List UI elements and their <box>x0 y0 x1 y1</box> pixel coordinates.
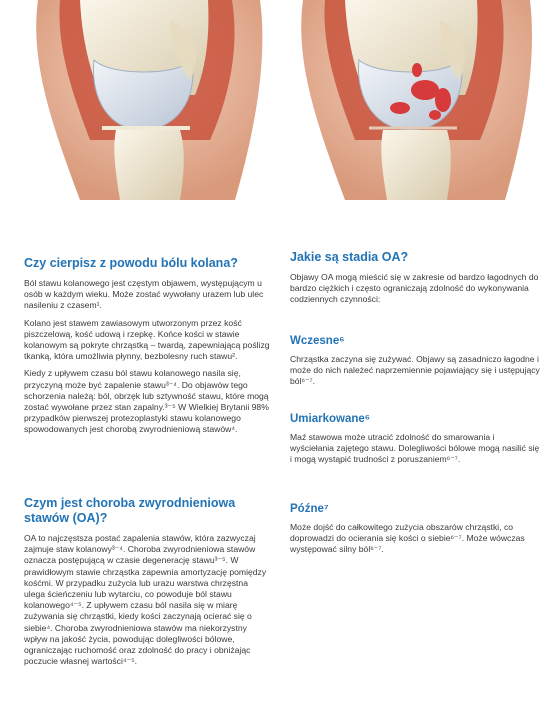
section-what-is-oa <box>24 496 270 673</box>
section-title: Jakie są stadia OA? <box>290 250 409 264</box>
stage-early <box>290 334 540 394</box>
stage-title: Umiarkowane⁶ <box>290 413 371 425</box>
paragraph: OA to najczęstsza postać zapalenia stawów, która zazwyczaj zajmuje staw kolanowy³⁻⁴. Choroba zwyrodnieniowa stawów oznacza postępującą w czasie degenerację stawu³⁻⁵. W prawidłowym stawie chrząstka zapewnia amortyzację pomiędzy kośćmi. W przypadku zużycia lub urazu warstwa chrzęstna ulega ścieńczeniu lub wytarciu, co powoduje ból stawu kolanowego⁴⁻⁵. Z upływem czasu ból nasila się w miarę zużywania się chrząstki, kiedy kości zaczynają ocierać się o siebie⁴. Choroba zwyrodnieniowa stawów ma niekorzystny wpływ na jakość życia, powodując dolegliwości bólowe, ograniczając ruchomość oraz zdolność do pracy i obniżając poczucie własnej wartości⁴⁻⁵. <box>24 533 267 667</box>
stage-text: Chrząstka zaczyna się zużywać. Objawy są zasadniczo łagodne i może do nich należeć naprzemiennie pojawiający się i ustępujący ból⁶⁻⁷. <box>290 354 540 387</box>
stage-moderate <box>290 412 540 472</box>
stage-text: Może dojść do całkowitego zużycia obszarów chrząstki, co doprowadzi do ocierania się kości o siebie⁶⁻⁷. Może wówczas występować silny ból⁶⁻⁷. <box>290 522 525 555</box>
paragraph: Kiedy z upływem czasu ból stawu kolanowego nasila się, przyczyną może być zapalenie stawu³⁻⁴. Do objawów tego schorzenia należą: ból, obrzęk lub sztywność stawu, które mogą zostać wywołane przez stan zapalny.³⁻⁵ W Wielkiej Brytanii 98% przypadków pierwszej protezoplastyki stawu kolanowego spowodowanych jest chorobą zwyrodnieniową stawów⁴. <box>24 368 269 435</box>
section-oa-stages <box>290 250 540 312</box>
paragraph: Kolano jest stawem zawiasowym utworzonym przez kość piszczelową, kość udową i rzepkę. Końce kości w stawie kolanowym są pokryte chrząstką – twardą, zapewniającą poślizg tkanką, która umożliwia płynny, bezbolesny ruch stawu². <box>24 317 270 362</box>
section-title: Czym jest choroba zwyrodnieniowa stawów (OA)? <box>24 496 236 525</box>
stage-late <box>290 502 540 562</box>
stage-title: Późne⁷ <box>290 503 329 515</box>
stage-title: Wczesne⁶ <box>290 335 345 347</box>
paragraph: Ból stawu kolanowego jest częstym objawem, występującym u osób w każdym wieku. Może zostać wywołany urazem lub ulec nasileniu z czasem¹. <box>24 278 264 311</box>
section-title: Czy cierpisz z powodu bólu kolana? <box>24 256 238 270</box>
intro-paragraph: Objawy OA mogą mieścić się w zakresie od bardzo łagodnych do bardzo ciężkich i często ograniczają zdolność do wykonywania codziennych czynności: <box>290 272 539 305</box>
knee-illustration-healthy <box>20 0 270 200</box>
stage-text: Maź stawowa może utracić zdolność do smarowania i wyściełania zajętego stawu. Dolegliwości bólowe mogą nasilić się i mogą wystąpić trudności z poruszaniem⁶⁻⁷. <box>290 432 540 465</box>
section-knee-pain <box>24 256 270 442</box>
knee-illustration-osteoarthritis <box>285 0 540 200</box>
